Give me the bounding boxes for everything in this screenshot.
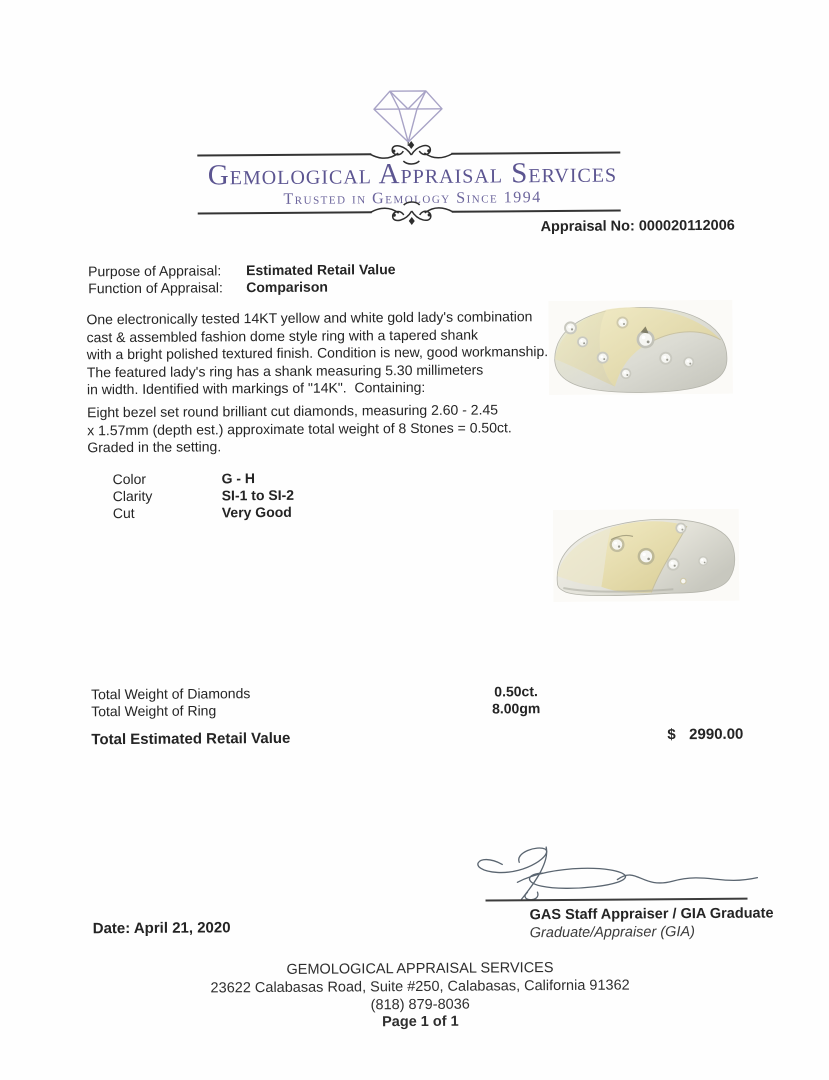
total-retail-value-amount: 2990.00 [689,725,744,744]
description-line: The featured lady's ring has a shank measuring 5.30 millimeters [86,361,484,380]
total-weight-diamonds-value: 0.50ct. [494,683,538,700]
purpose-value: Estimated Retail Value [246,261,396,279]
appraiser-title-line: Graduate/Appraiser (GIA) [529,924,696,942]
description-paragraph-2 [87,401,512,456]
brand-title: Gemological Appraisal Services [207,156,618,192]
grade-cut-label: Cut [112,504,135,522]
appraiser-name-line: GAS Staff Appraiser / GIA Graduate [529,905,774,924]
description-line: x 1.57mm (depth est.) approximate total weight of 8 Stones = 0.50ct. [87,418,512,438]
footer-phone: (818) 879-8036 [370,996,470,1014]
purpose-label: Purpose of Appraisal: [88,262,222,280]
function-label: Function of Appraisal: [88,279,223,297]
footer-address: 23622 Calabasas Road, Suite #250, Calabasas, California 91362 [210,977,630,997]
description-line: cast & assembled fashion dome style ring with a tapered shank [86,326,479,345]
appraisal-number [435,218,735,236]
total-retail-value-label: Total Estimated Retail Value [91,729,291,749]
appraisal-number-label: Appraisal No: [540,218,639,236]
currency-symbol: $ [667,726,676,744]
grade-cut-value: Very Good [221,503,292,521]
appraisal-number-value: 000020112006 [638,217,735,235]
ring-photo-top-view [548,300,733,395]
footer-page-number: Page 1 of 1 [382,1013,459,1031]
description-line: One electronically tested 14KT yellow and white gold lady's combination [86,308,533,328]
divider-line-top-left [197,153,371,156]
divider-line-bottom-left [198,211,372,214]
description-paragraph-1 [86,308,548,399]
function-value: Comparison [246,278,328,296]
appraisal-date: Date: April 21, 2020 [92,919,231,938]
total-weight-diamonds-label: Total Weight of Diamonds [91,685,251,703]
brand-tagline: Trusted in Gemology Since 1994 [283,189,542,208]
grade-color-value: G - H [221,470,256,487]
footer-company: GEMOLOGICAL APPRAISAL SERVICES [286,960,554,978]
ring-photo-side-view [553,509,740,602]
appraiser-signature [457,841,762,905]
description-line: Eight bezel set round brilliant cut diamonds, measuring 2.60 - 2.45 [87,401,499,421]
description-line: in width. Identified with markings of "14K". Containing: [86,378,426,398]
total-weight-ring-value: 8.00gm [491,700,541,717]
grade-clarity-label: Clarity [112,487,153,505]
grade-color-label: Color [112,470,147,488]
grade-clarity-value: SI-1 to SI-2 [221,486,295,504]
divider-line-bottom-right [452,210,621,213]
diamond-logo-icon [368,86,448,147]
total-weight-ring-label: Total Weight of Ring [91,702,217,720]
divider-line-top-right [451,152,620,155]
description-line: Graded in the setting. [87,438,222,456]
description-line: with a bright polished textured finish. Condition is new, good workmanship. [86,343,549,363]
